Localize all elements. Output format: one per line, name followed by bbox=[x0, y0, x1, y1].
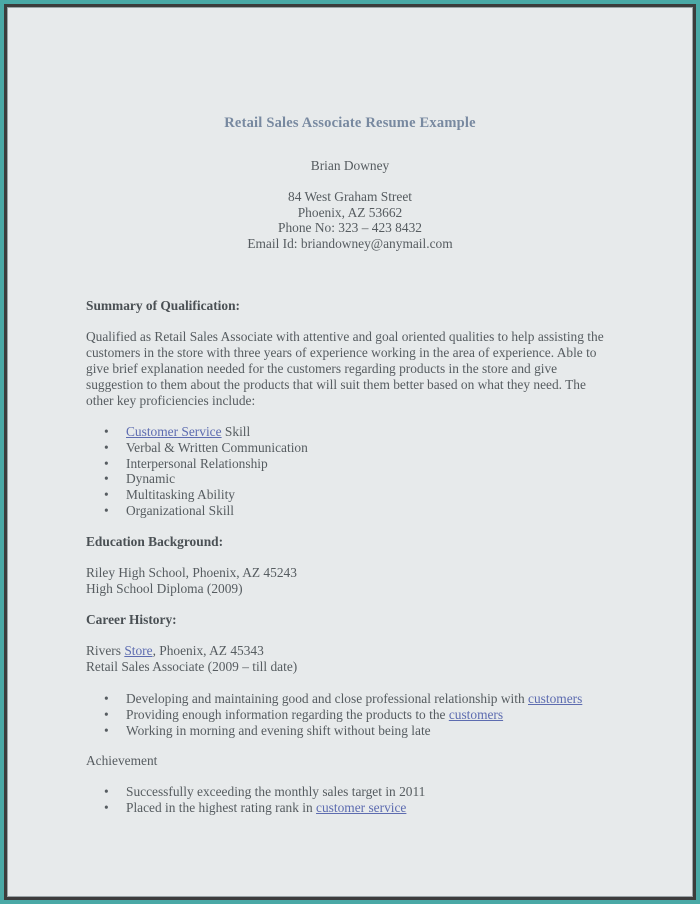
duty-text: Working in morning and evening shift without being late bbox=[126, 722, 431, 738]
customer-service-link[interactable]: customer service bbox=[316, 799, 407, 815]
achievement-list bbox=[86, 784, 425, 816]
list-item bbox=[86, 800, 425, 816]
list-item bbox=[86, 456, 308, 472]
career-employer bbox=[86, 643, 264, 659]
customers-link[interactable]: customers bbox=[448, 706, 504, 722]
career-role: Retail Sales Associate (2009 – till date) bbox=[86, 659, 298, 674]
summary-line: other key proficiencies include: bbox=[86, 393, 256, 408]
achievement-text: Successfully exceeding the monthly sales target in 2011 bbox=[126, 784, 426, 799]
duties-list bbox=[86, 691, 582, 738]
skill-text: Verbal & Written Communication bbox=[126, 439, 308, 455]
customers-link[interactable]: customers bbox=[528, 691, 583, 706]
customer-service-link[interactable]: Customer Service bbox=[126, 424, 222, 439]
skills-list bbox=[86, 424, 308, 519]
bullet: • bbox=[104, 706, 109, 722]
bullet: • bbox=[104, 502, 109, 518]
duty-text: Providing enough information regarding the products to the bbox=[126, 706, 449, 722]
education-diploma: High School Diploma (2009) bbox=[86, 581, 243, 596]
phone-line: Phone No: 323 – 423 8432 bbox=[278, 220, 422, 235]
skill-text: Dynamic bbox=[126, 471, 176, 487]
document-title: Retail Sales Associate Resume Example bbox=[224, 115, 476, 131]
summary-heading: Summary of Qualification: bbox=[86, 298, 240, 313]
education-heading: Education Background: bbox=[86, 534, 224, 549]
bullet: • bbox=[104, 455, 109, 471]
list-item bbox=[86, 487, 308, 503]
skill-text: Multitasking Ability bbox=[126, 487, 235, 503]
career-heading: Career History: bbox=[86, 612, 177, 627]
candidate-name: Brian Downey bbox=[310, 158, 390, 173]
summary-line: customers in the store with three years of experience working in the area of experience. Able to bbox=[86, 345, 597, 360]
list-item bbox=[86, 440, 308, 456]
address-line-1: 84 West Graham Street bbox=[288, 189, 412, 204]
summary-line: Qualified as Retail Sales Associate with attentive and goal oriented qualities to help assisting the bbox=[86, 329, 604, 344]
summary-line: give brief explanation needed for the customers regarding products in the store and give bbox=[86, 361, 558, 376]
list-item bbox=[86, 723, 582, 739]
skill-text: Organizational Skill bbox=[126, 502, 234, 518]
achievement-text: Placed in the highest rating rank in bbox=[126, 799, 317, 815]
bullet: • bbox=[104, 691, 109, 706]
bullet: • bbox=[104, 471, 109, 487]
bullet: • bbox=[104, 722, 109, 738]
list-item bbox=[86, 784, 425, 800]
email-line: Email Id: briandowney@anymail.com bbox=[247, 236, 453, 251]
bullet: • bbox=[104, 439, 109, 455]
employer-text: Rivers bbox=[86, 643, 125, 658]
bullet: • bbox=[104, 799, 109, 815]
store-link[interactable]: Store bbox=[124, 643, 153, 658]
list-item bbox=[86, 691, 582, 707]
list-item bbox=[86, 503, 308, 519]
bullet: • bbox=[104, 784, 109, 799]
list-item bbox=[86, 707, 582, 723]
employer-location: , Phoenix, AZ 45343 bbox=[152, 643, 264, 658]
skill-text: Interpersonal Relationship bbox=[126, 455, 268, 471]
education-school: Riley High School, Phoenix, AZ 45243 bbox=[86, 565, 297, 580]
summary-line: suggestion to them about the products that will suit them better based on what they need. The bbox=[86, 377, 586, 392]
skill-text: Skill bbox=[221, 424, 251, 439]
duty-text: Developing and maintaining good and close professional relationship with bbox=[126, 691, 529, 706]
list-item bbox=[86, 471, 308, 487]
bullet: • bbox=[104, 424, 109, 439]
resume-page bbox=[7, 7, 693, 897]
bullet: • bbox=[104, 487, 109, 503]
address-line-2: Phoenix, AZ 53662 bbox=[297, 205, 403, 220]
achievement-heading: Achievement bbox=[86, 753, 158, 768]
list-item bbox=[86, 424, 308, 440]
